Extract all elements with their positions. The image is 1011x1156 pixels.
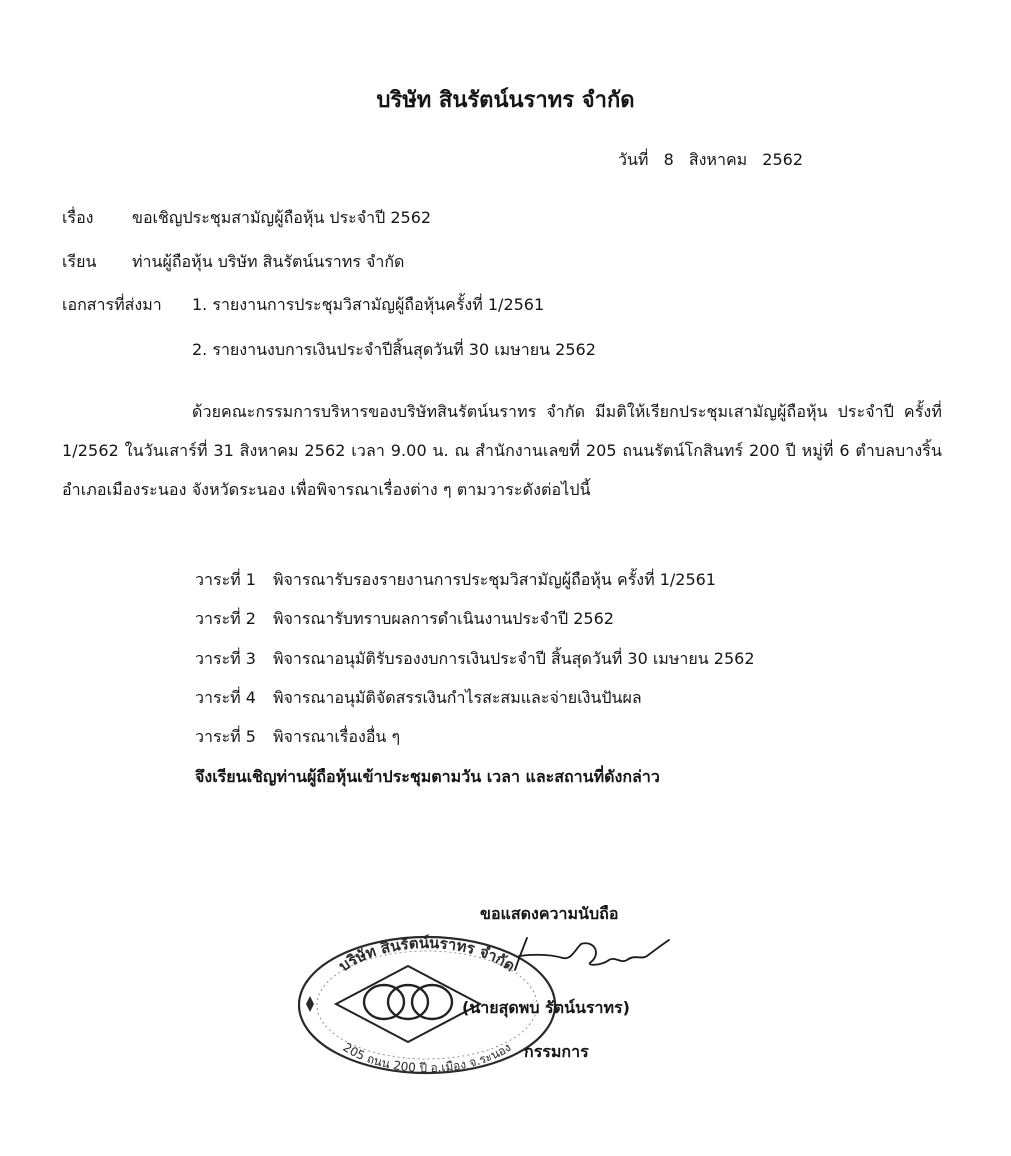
subject-text: ขอเชิญประชุมสามัญผู้ถือหุ้น ประจำปี 2562 (132, 208, 432, 227)
seal-top-text: บริษัท สินรัตน์นราทร จำกัด (335, 933, 519, 976)
addressee-line (62, 250, 404, 275)
agenda-text: พิจารณารับรองรายงานการประชุมวิสามัญผู้ถือหุ้น ครั้งที่ 1/2561 (273, 570, 716, 589)
agenda-item (195, 607, 614, 632)
enclosures-label: เอกสารที่ส่งมา (62, 295, 162, 314)
seal-star (306, 996, 314, 1012)
signer-position: กรรมการ (524, 1042, 589, 1061)
enclosure-item: 1. รายงานการประชุมวิสามัญผู้ถือหุ้นครั้งที่ 1/2561 (192, 295, 545, 314)
svg-text:บริษัท สินรัตน์นราทร จำกัด (335, 934, 518, 975)
body-paragraph: ด้วยคณะกรรมการบริหารของบริษัทสินรัตน์นราทร จำกัด มีมติให้เรียกประชุมเสามัญผู้ถือหุ้น ประจำปี ครั้งที่ 1/2562 ในวันเสาร์ที่ 31 สิงหาคม 2562 เวลา 9.00 น. ณ สำนักงานเลขที่ 205 ถนนรัตน์โกสินทร์ 200 ปี หมู่ที่ 6 ตำบลบางริ้น อำเภอเมืองระนอง จังหวัดระนอง เพื่อพิจารณาเรื่องต่าง ๆ ตามวาระดังต่อไปนี้ (62, 402, 942, 499)
date-day: 8 (663, 150, 674, 169)
seal-bottom-text: 205 ถนน 200 ปี อ.เมือง จ.ระนอง (340, 1040, 514, 1076)
closing-sentence: จึงเรียนเชิญท่านผู้ถือหุ้นเข้าประชุมตามวัน เวลา และสถานที่ดังกล่าว (195, 767, 660, 786)
seal-ring (388, 985, 428, 1019)
agenda-number: วาระที่ 5 (195, 727, 256, 746)
agenda-item (195, 686, 642, 711)
signer-name: (นายสุดพบ รัตน์นราทร) (462, 998, 630, 1017)
seal-ring (412, 985, 452, 1019)
subject-label: เรื่อง (62, 208, 94, 227)
signature (505, 930, 675, 980)
letter-date (618, 148, 813, 173)
agenda-number: วาระที่ 1 (195, 570, 256, 589)
agenda-number: วาระที่ 2 (195, 609, 256, 628)
subject-line (62, 206, 431, 231)
addressee-label: เรียน (62, 252, 97, 271)
date-label: วันที่ (618, 150, 649, 169)
addressee-text: ท่านผู้ถือหุ้น บริษัท สินรัตน์นราทร จำกัด (132, 252, 405, 271)
agenda-item (195, 568, 716, 593)
seal-diamond (336, 966, 480, 1042)
regards-text: ขอแสดงความนับถือ (480, 904, 619, 923)
agenda-item (195, 725, 400, 750)
agenda-number: วาระที่ 3 (195, 649, 256, 668)
company-title: บริษัท สินรัตน์นราทร จำกัด (376, 88, 635, 113)
svg-text:205 ถนน 200 ปี อ.เมือง จ.ระนอง (341, 1040, 514, 1075)
enclosure-item: 2. รายงานงบการเงินประจำปีสิ้นสุดวันที่ 30 เมษายน 2562 (192, 340, 596, 359)
agenda-item (195, 647, 755, 672)
agenda-number: วาระที่ 4 (195, 688, 256, 707)
agenda-text: พิจารณาอนุมัติรับรองงบการเงินประจำปี สิ้นสุดวันที่ 30 เมษายน 2562 (273, 649, 755, 668)
date-month: สิงหาคม (688, 150, 748, 169)
seal-ring (364, 985, 404, 1019)
agenda-text: พิจารณารับทราบผลการดำเนินงานประจำปี 2562 (273, 609, 614, 628)
agenda-text: พิจารณาอนุมัติจัดสรรเงินกำไรสะสมและจ่ายเงินปันผล (273, 688, 642, 707)
agenda-text: พิจารณาเรื่องอื่น ๆ (273, 727, 401, 746)
date-year: 2562 (762, 150, 804, 169)
